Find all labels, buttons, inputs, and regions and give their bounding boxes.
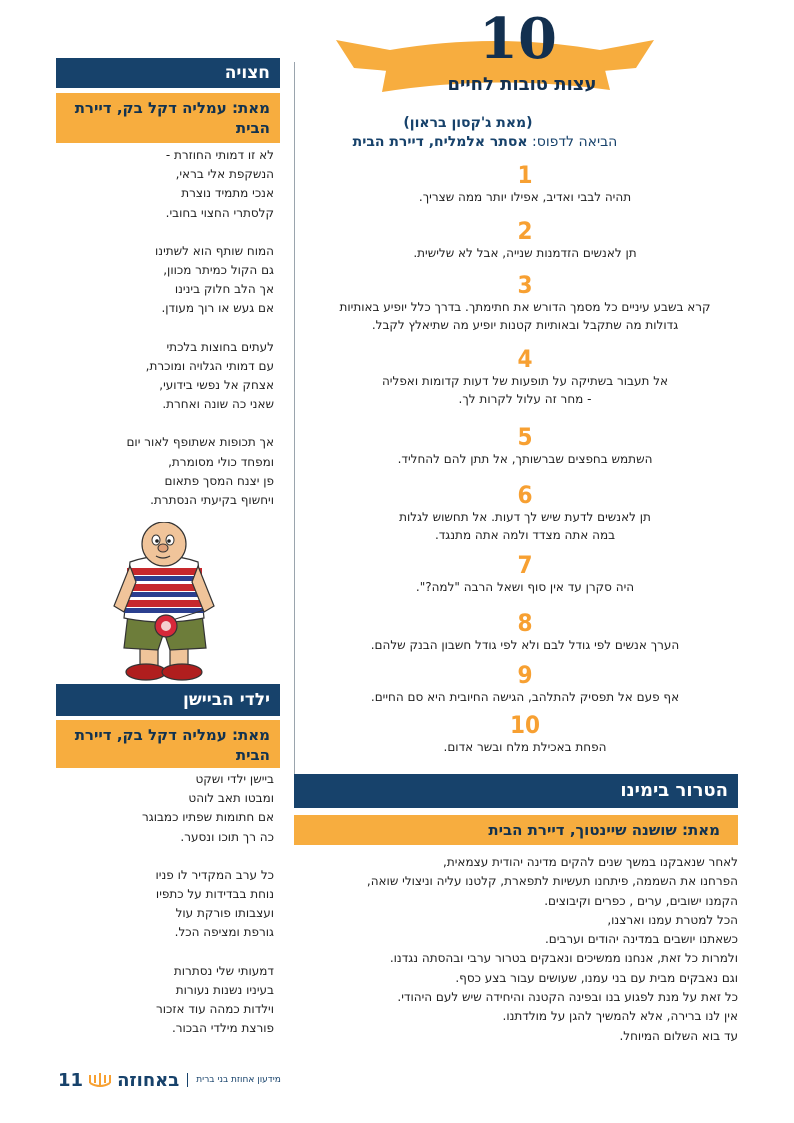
page-footer [58,1068,281,1092]
poem1-byline: מאת: עמליה דקל בק, דיירת הבית [56,93,280,143]
tip-item [305,272,745,334]
poem-line: ועצבותו פורקת עול [175,906,274,921]
tip-text: אף פעם אל תפסיק להתלהב, הגישה החיובית היא סם החיים. [370,690,680,704]
magazine-subtitle: מידעון אחוזת בני ברית [196,1075,281,1085]
poem-line: אך תכופות אשתופף לאור יום [126,435,274,450]
poem-stanza [56,962,274,1039]
tip-number: 5 [517,423,533,451]
poem-line: עם דמותי הגלויה ומוכרת, [145,358,274,373]
poem2-title: ילדי הביישן [56,684,280,716]
tip-item [305,482,745,544]
poem-stanza [56,146,274,223]
poem-line: ומבטו תאב לוהט [188,791,274,806]
poem-line: ביישן ילדי ושקט [195,772,274,786]
poem-line: הנשקפת אלי בראי, [175,167,274,182]
article-line: ולמרות כל זאת, אנחנו ממשיכים ונאבקים בטרור ערבי ובהסתה נגדנו. [389,951,738,966]
article-line: לאחר שנאבקנו במשך שנים להקים מדינה יהודית עצמאית, [443,855,738,869]
column-divider [294,62,295,774]
terror-body [300,853,738,1046]
tips-big-number: 10 [479,6,557,72]
tip-text: גדולות מה שתקבל ובאותיות קטנות יופיע מה שתיאלץ לקבל. [371,318,679,332]
terror-byline: מאת: שושנה שיינטוך, דיירת הבית [294,815,738,845]
poem-stanza [56,770,274,847]
poem1-title: חצויה [56,58,280,88]
magazine-name: באחוזה [117,1069,180,1091]
poem-line: אם חתומות שפתיו כמבוגר [142,810,274,825]
tip-text: השתמש בחפצים שברשותך, אל תתן להם להחליד. [397,452,653,466]
tip-number: 6 [517,481,533,509]
tip-number: 7 [517,551,533,579]
tip-number: 3 [517,271,533,299]
tip-text: היה סקרן עד אין סוף ושאל הרבה "למה?". [415,580,635,594]
article-line: וגם נאבקים מבית עם בני עמנו, שעושים עבור בצע כסף. [455,970,738,985]
article-line: כשאתנו יושבים במדינה יהודים וערבים. [544,932,738,947]
article-line: הכל למטרת עמנו וארצנו, [607,912,738,927]
tip-text: הפחת באכילת מלח ובשר אדום. [443,740,607,754]
tip-text: במה אתה מצדד ולמה אתה מתנגד. [434,528,616,542]
tip-text: הערך אנשים לפי גודל לבם ולא לפי גודל חשבון הבנק שלהם. [370,638,680,652]
poem-line: אנכי מתמיד נוצרת [181,186,274,201]
article-line: כל זאת על מנת לפגוע בנו ובפינה הקטנה והיחידה שיש לעם היהודי. [397,990,738,1005]
tip-number: 8 [517,609,533,637]
poem-line: המוח שותף הוא לשתינו [155,243,274,258]
poem-line: אצחק אל נפשי בידועי, [159,378,274,393]
poem-line: כל ערב המקדיר לו פניו [155,867,274,882]
page-number: 11 [58,1069,84,1091]
poem-line: אך הלב חלוק בינינו [174,282,274,297]
poem-line: גורפת ומציפה הכל. [174,925,274,940]
poem-stanza [56,433,274,510]
tips-title: עצות טובות לחיים [447,74,597,95]
poem-line: נוחת בבדידות על כתפיו [155,887,274,902]
tip-number: 2 [517,217,533,245]
terror-title: הטרור בימינו [294,774,738,808]
poem-line: דמעותי שלי נסתרות [173,963,274,978]
tip-number: 4 [517,345,533,373]
tips-author: (מאת ג'קסון בראון) [403,115,533,131]
article-line: הקמנו ישובים, ערים , כפרים וקיבוצים. [544,893,738,908]
poem-line: שאני כה שונה ואחרת. [162,397,274,412]
article-line: הפרחנו את השממה, פיתחנו תעשיות לתפארת, קלטנו עליה וניצולי שואה, [366,874,738,889]
poem2-byline: מאת: עמליה דקל בק, דיירת הבית [56,720,280,768]
tip-text: תן לאנשים הזדמנות שנייה, אבל לא שלישית. [413,246,637,260]
tip-item [305,346,745,408]
article-line: עד בוא השלום המיוחל. [619,1028,738,1043]
tip-item [305,424,745,468]
tip-text: תהיה לבבי ואדיב, אפילו יותר ממה שצריך. [418,190,632,204]
poem-line: פן יצנח המסך פתאום [164,473,274,488]
poem-line: לעתים בחוצות בלכתי [166,339,274,354]
poem-line: וילדות כמהה עוד אזכור [156,1002,274,1017]
poem-line: בעיניו נשנות נעורות [175,982,274,997]
tip-text: קרא בשבע עיניים כל מסמך הדורש את חתימתך. בדרך כלל יופיע באותיות [339,300,711,314]
poem-line: גם הקול כמיתר מכוון, [163,263,274,278]
footer-separator [187,1073,188,1087]
prepared-by-name: אסתר אלמליח, דיירת הבית [352,134,528,150]
poem1-body [56,146,274,529]
tip-number: 1 [517,161,533,189]
tip-item [305,218,745,262]
poem-line: ויחשוף בקיעתי הנסתרת. [150,493,274,508]
tip-item [305,662,745,706]
article-line: אין לנו ברירה, אלא להמשיך להגן על מולדתנו. [502,1009,738,1024]
poem-stanza [56,242,274,319]
tip-item [305,610,745,654]
poem-line: לא זו דמותי החוזרת - [165,148,274,162]
tip-text: אל תעבור בשתיקה על תופעות של דעות קדומות ואפליה [381,374,669,388]
tip-text: תן לאנשים לדעת שיש לך דעות. אל תחשוש לגלות [399,510,651,524]
tips-prepared-by [300,134,670,150]
tip-item [305,712,745,756]
tip-text: - מחר זה עלול לקרות לך. [458,392,592,406]
tip-item [305,552,745,596]
poem-line: אם געש או רוך מעודן. [161,301,274,316]
poem-line: פורצת מילדי הבכור. [171,1021,274,1036]
poem-line: כה רך תוכו ונסער. [180,829,274,844]
prepared-by-label: הביאה לדפוס: [532,134,618,150]
poem-stanza [56,338,274,415]
poem-line: ומפחד כולי מסומרת, [168,454,274,469]
tip-item [305,162,745,206]
cartoon-man-illustration [100,522,230,684]
poem2-body [56,770,274,1057]
poem-line: קלסתרי החצוי בחובי. [165,205,274,220]
tip-number: 10 [509,711,541,739]
poem-stanza [56,866,274,943]
menorah-icon [87,1071,113,1089]
tip-number: 9 [517,661,533,689]
